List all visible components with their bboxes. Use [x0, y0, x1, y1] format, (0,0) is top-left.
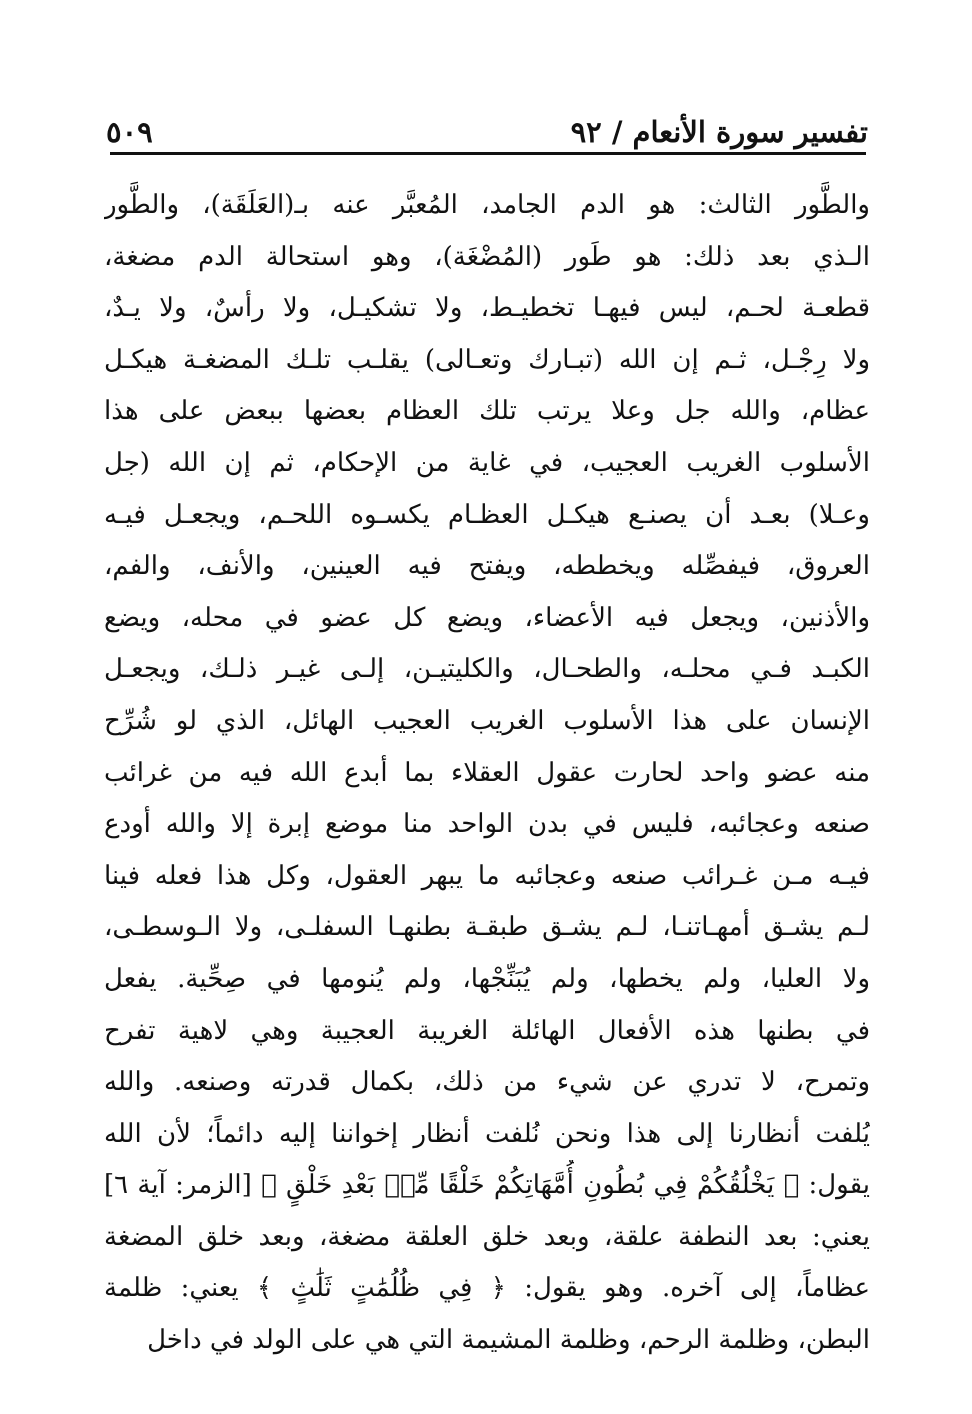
quran-quote-line: يقول: ﴿ يَخْلُقُكُمْ فِي بُطُونِ أُمَّهَاتِكُمْ خَلْقًا مِّنۢ بَعْدِ خَلْقٍ ﴾ [الزمر: آية ٦] — [104, 1170, 870, 1201]
text-line: فيـه مـن غـرائب صنعه وعجائبه ما يبهر العقول، وكل هذا فعله فينا — [104, 860, 870, 891]
body-text — [104, 180, 870, 1367]
text-line: الكبـد فـي محلـه، والطحـال، والكليتيـن، إلـى غيـر ذلـك، ويجعـل — [104, 654, 870, 685]
text-line: يعني: بعد النطفة علقة، وبعد خلق العلقة مضغة، وبعد خلق المضغة — [104, 1221, 870, 1252]
text-line: يُلفت أنظارنا إلى هذا ونحن نُلفت أنظار إخواننا إليه دائماً؛ لأن الله — [104, 1118, 870, 1149]
text-line: لـم يشـق أمهـاتنـا، لـم يشـق طبقـة بطنهـا السفلـى، ولا الـوسطـى، — [104, 912, 870, 943]
text-line: البطن، وظلمة الرحم، وظلمة المشيمة التي هي على الولد في داخل — [147, 1325, 870, 1356]
text-line: الأسلوب الغريب العجيب، في غاية من الإحكام، ثم إن الله (جل — [104, 447, 870, 478]
text-line: صنعه وعجائبه، فليس في بدن الواحد منا موضع إبرة إلا والله أودع — [104, 809, 870, 840]
running-title: تفسير سورة الأنعام / ٩٢ — [570, 115, 868, 149]
text-line: والطَّور الثالث: هو الدم الجامد، المُعبَّر عنه بـ(العَلَقَة)، والطَّور — [104, 190, 870, 220]
text-line: ولا رِجْـل، ثـم إن الله (تبـارك وتعـالى) يقلـب تلـك المضغـة هيكـل — [104, 344, 870, 375]
page-header — [106, 104, 868, 152]
text-line: الـذي بعد ذلك: هو طَور (المُضْغَة)، وهو استحالة الدم مضغة، — [104, 241, 870, 272]
text-line: عظام، والله جل وعلا يرتب تلك العظام بعضها ببعض على هذا — [104, 396, 870, 427]
text-line: والأذنين، ويجعل فيه الأعضاء، ويضع كل عضو في محله، ويضع — [104, 602, 870, 633]
header-rule — [110, 152, 866, 155]
text-line: ولا العليا، ولم يخطها، ولم يُبَنِّجْها، ولم يُنومها في صِحِّية. يفعل — [104, 963, 870, 994]
text-line: في بطنها هذه الأفعال الهائلة الغريبة العجيبة وهي لاهية تفرح — [104, 1015, 870, 1046]
quran-quote-line: عظاماً، إلى آخره. وهو يقول: ﴿ فِي ظُلُمَٰتٍ ثَلَٰثٍ ﴾ يعني: ظلمة — [104, 1273, 870, 1304]
text-line: الإنسان على هذا الأسلوب الغريب العجيب الهائل، الذي لو شُرِّح — [104, 705, 870, 736]
text-line: منه عضو واحد لحارت عقول العقلاء بما أبدع الله فيه من غرائب — [104, 757, 870, 788]
text-line: العروق، فيفصِّله ويخططه، ويفتح فيه العينين، والأنف، والفم، — [104, 551, 870, 582]
text-line: وتمرح، لا تدري عن شيء من ذلك، بكمال قدرته وصنعه. والله — [104, 1067, 870, 1098]
text-line: قطعـة لحـم، ليس فيهـا تخطيـط، ولا تشكيـل، ولا رأسٌ، ولا يـدٌ، — [104, 293, 870, 324]
text-line: وعـلا) بعـد أن يصنـع هيكـل العظـام يكسـوه اللحـم، ويجعـل فيـه — [104, 499, 870, 530]
page-number: ٥٠٩ — [106, 115, 153, 149]
